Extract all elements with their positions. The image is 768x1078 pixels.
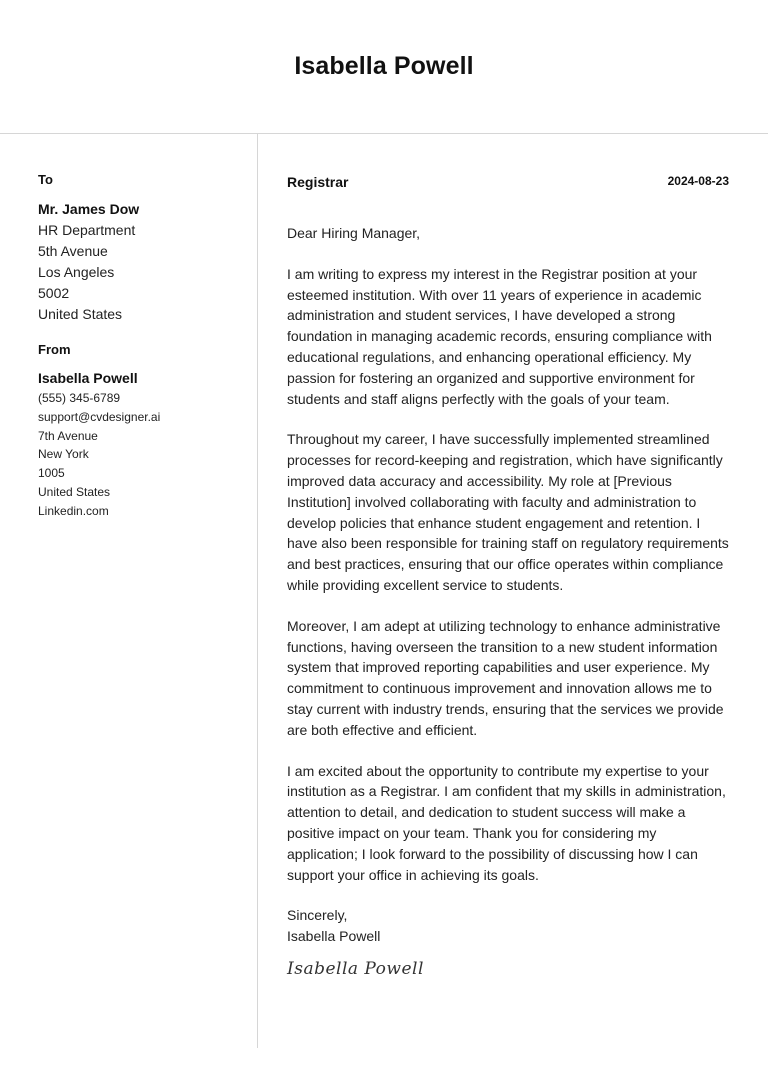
signature: Isabella Powell: [287, 958, 424, 979]
page-header: [0, 0, 768, 134]
recipient-street: 5th Avenue: [38, 243, 108, 259]
sender-name: Isabella Powell: [38, 370, 138, 386]
position-title: Registrar: [287, 174, 349, 190]
column-divider: [257, 134, 258, 1048]
sender-street: 7th Avenue: [38, 428, 98, 443]
paragraph-2: Throughout my career, I have successfully implemented streamlined processes for record-keeping and registration, which have significantly improved data accuracy and accessibility. My role at [Previous Institution] involved collaborating with faculty and administration to develop policies that enhance student engagement and retention. I have also been responsible for training staff on regulatory requirements and best practices, ensuring that our office operates within compliance while providing excellent service to students.: [287, 431, 729, 593]
sender-country: United States: [38, 484, 111, 499]
recipient-country: United States: [38, 306, 123, 322]
contact-sidebar: [38, 172, 248, 521]
recipient-city: Los Angeles: [38, 264, 115, 280]
greeting: Dear Hiring Manager,: [287, 225, 421, 241]
letter-heading: [287, 172, 729, 192]
sender-postal-code: 1005: [38, 466, 65, 481]
sender-phone: (555) 345-6789: [38, 391, 121, 405]
sender-city: New York: [38, 447, 89, 462]
paragraph-1: I am writing to express my interest in the Registrar position at your esteemed institution. With over 11 years of experience in academic administration and student services, I have developed a strong foundation in managing academic records, ensuring compliance with educational regulations, and enhancing operational efficiency. My passion for fostering an organized and supportive environment for students and staff aligns perfectly with the goals of your team.: [287, 265, 712, 407]
recipient-section-title: To: [38, 172, 53, 187]
letter-date: 2024-08-23: [667, 174, 729, 188]
sender-email: support@cvdesigner.ai: [38, 409, 161, 424]
recipient-department: HR Department: [38, 222, 136, 238]
recipient-postal-code: 5002: [38, 285, 70, 301]
applicant-name: Isabella Powell: [294, 52, 474, 80]
paragraph-4: I am excited about the opportunity to contribute my expertise to your institution as a Registrar. I am confident that my skills in administration, attention to detail, and dedication to student success will make a positive impact on your team. Thank you for considering my application; I look forward to the possibility of discussing how I can support your office in achieving its goals.: [287, 762, 726, 883]
paragraph-3: Moreover, I am adept at utilizing technology to enhance administrative functions, having overseen the transition to a new student information system that improved reporting capabilities and user experience. My commitment to continuous improvement and innovation allows me to stay current with industry trends, ensuring that the services we provide are both effective and efficient.: [287, 617, 724, 738]
closing: Sincerely,: [287, 907, 348, 924]
closing-name: Isabella Powell: [287, 928, 381, 945]
recipient-name: Mr. James Dow: [38, 201, 140, 217]
sender-section-title: From: [38, 342, 71, 357]
sender-linkedin: Linkedin.com: [38, 503, 109, 518]
letter-body: [287, 172, 729, 979]
